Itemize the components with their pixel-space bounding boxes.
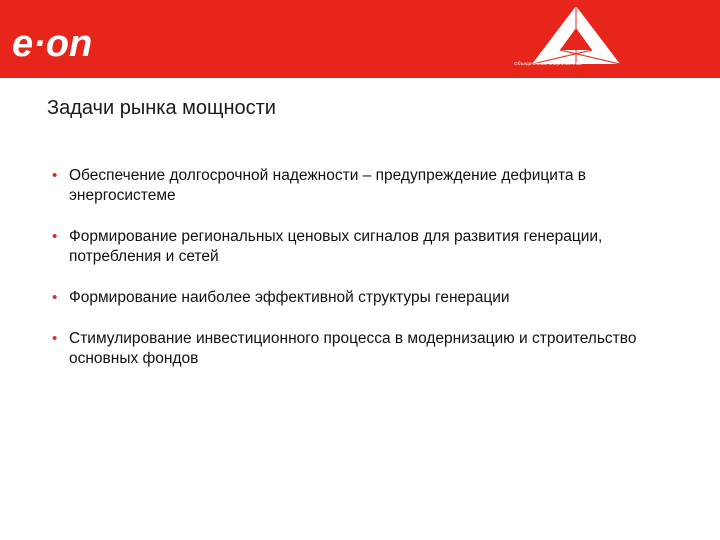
bullet-dot: • xyxy=(52,289,58,306)
header-bar xyxy=(0,0,720,78)
bullet-text: Стимулирование инвестиционного процесса в модернизацию и строительство основных фондов xyxy=(69,330,637,367)
bullet-dot: • xyxy=(52,167,58,184)
bullet-text: Формирование наиболее эффективной структуры генерации xyxy=(69,289,510,306)
bullet-text: Формирование региональных ценовых сигналов для развития генерации, потребления и сетей xyxy=(69,228,603,265)
tagline: Объединенная энергосистема xyxy=(514,62,582,67)
bullet-dot: • xyxy=(52,330,58,347)
bullet-text: Обеспечение долгосрочной надежности – предупреждение дефицита в энергосистеме xyxy=(69,167,587,204)
triangle-emblem-icon xyxy=(530,4,622,66)
bullet-item xyxy=(47,329,687,369)
slide-title: Задачи рынка мощности xyxy=(47,97,276,119)
bullet-dot: • xyxy=(52,228,58,245)
logo-text: e·on xyxy=(12,24,93,64)
bullet-list xyxy=(47,166,687,390)
bullet-item xyxy=(47,288,687,308)
eon-logo xyxy=(12,24,112,64)
bullet-item xyxy=(47,227,687,267)
bullet-item xyxy=(47,166,687,206)
